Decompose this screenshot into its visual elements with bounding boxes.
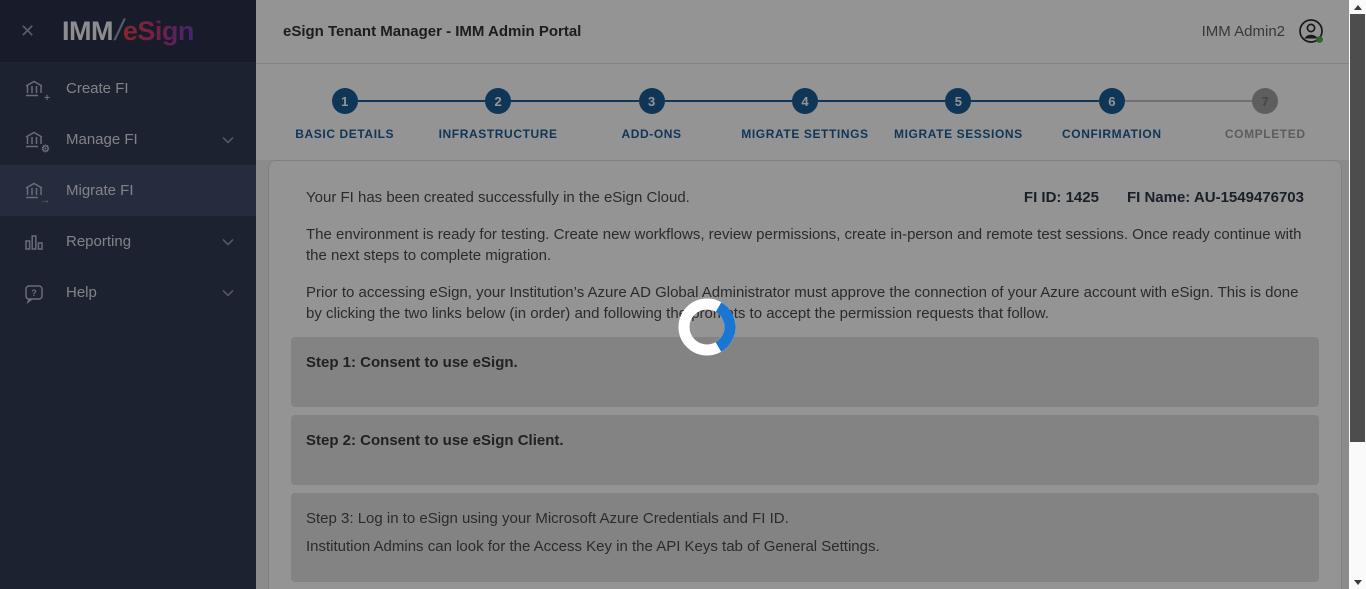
gear-badge-icon: ⚙ bbox=[41, 143, 50, 155]
sidebar-item-label: Migrate FI bbox=[66, 182, 134, 199]
svg-text:?: ? bbox=[31, 287, 37, 298]
scrollbar-down-arrow[interactable] bbox=[1349, 575, 1366, 589]
vertical-scrollbar[interactable] bbox=[1349, 0, 1366, 589]
step-number: 2 bbox=[485, 88, 511, 114]
step3-line2: Institution Admins can look for the Access Key in the API Keys tab of General Settings. bbox=[306, 538, 880, 555]
step-label: BASIC DETAILS bbox=[295, 127, 395, 141]
logo-slash: / bbox=[114, 14, 123, 47]
step-number: 3 bbox=[639, 88, 665, 114]
step-label: MIGRATE SETTINGS bbox=[741, 127, 869, 141]
step-label: ADD-ONS bbox=[621, 127, 682, 141]
fi-name-value: FI Name: AU-1549476703 bbox=[1126, 189, 1304, 206]
sidebar-close-icon[interactable]: ✕ bbox=[20, 20, 36, 41]
consent-step1-title: Step 1: Consent to use eSign. bbox=[306, 354, 518, 371]
sidebar-item-label: Help bbox=[66, 284, 97, 301]
step-label: MIGRATE SESSIONS bbox=[894, 127, 1023, 141]
scrollbar-up-arrow[interactable] bbox=[1349, 0, 1366, 14]
step-number: 1 bbox=[332, 88, 358, 114]
consent-instructions-paragraph: Prior to accessing eSign, your Institution’s Azure AD Global Administrator must approve the connection of your Azure account with eSign. This is done by clicking the two links below (in order) and following the prompts to accept the permission requests that follow. bbox=[306, 284, 1299, 322]
step-number: 5 bbox=[945, 88, 971, 114]
step-number: 4 bbox=[792, 88, 818, 114]
plus-badge-icon: + bbox=[44, 92, 50, 104]
loading-spinner-icon bbox=[678, 298, 736, 356]
sidebar-item-label: Create FI bbox=[66, 80, 129, 97]
scrollbar-thumb[interactable] bbox=[1350, 14, 1365, 442]
step-number: 6 bbox=[1099, 88, 1125, 114]
step-label: INFRASTRUCTURE bbox=[438, 127, 558, 141]
sidebar-item-label: Manage FI bbox=[66, 131, 138, 148]
logo-esign: eSign bbox=[122, 16, 194, 46]
step-label: COMPLETED bbox=[1224, 127, 1306, 141]
step-number: 7 bbox=[1252, 88, 1278, 114]
sidebar-item-label: Reporting bbox=[66, 233, 132, 250]
fi-created-message: Your FI has been created successfully in the eSign Cloud. bbox=[306, 189, 690, 206]
user-name: IMM Admin2 bbox=[1201, 23, 1285, 40]
page-title: eSign Tenant Manager - IMM Admin Portal bbox=[283, 23, 582, 40]
arrow-badge-icon: → bbox=[40, 194, 50, 206]
step3-line1: Step 3: Log in to eSign using your Microsoft Azure Credentials and FI ID. bbox=[306, 510, 789, 527]
consent-step2-title: Step 2: Consent to use eSign Client. bbox=[306, 432, 564, 449]
fi-id-value: FI ID: 1425 bbox=[1023, 189, 1099, 206]
environment-ready-paragraph: The environment is ready for testing. Create new workflows, review permissions, create in-person and remote test sessions. Once ready continue with the next steps to complete migration. bbox=[306, 226, 1302, 264]
step-label: CONFIRMATION bbox=[1062, 127, 1162, 141]
logo-imm: IMM bbox=[62, 16, 113, 46]
